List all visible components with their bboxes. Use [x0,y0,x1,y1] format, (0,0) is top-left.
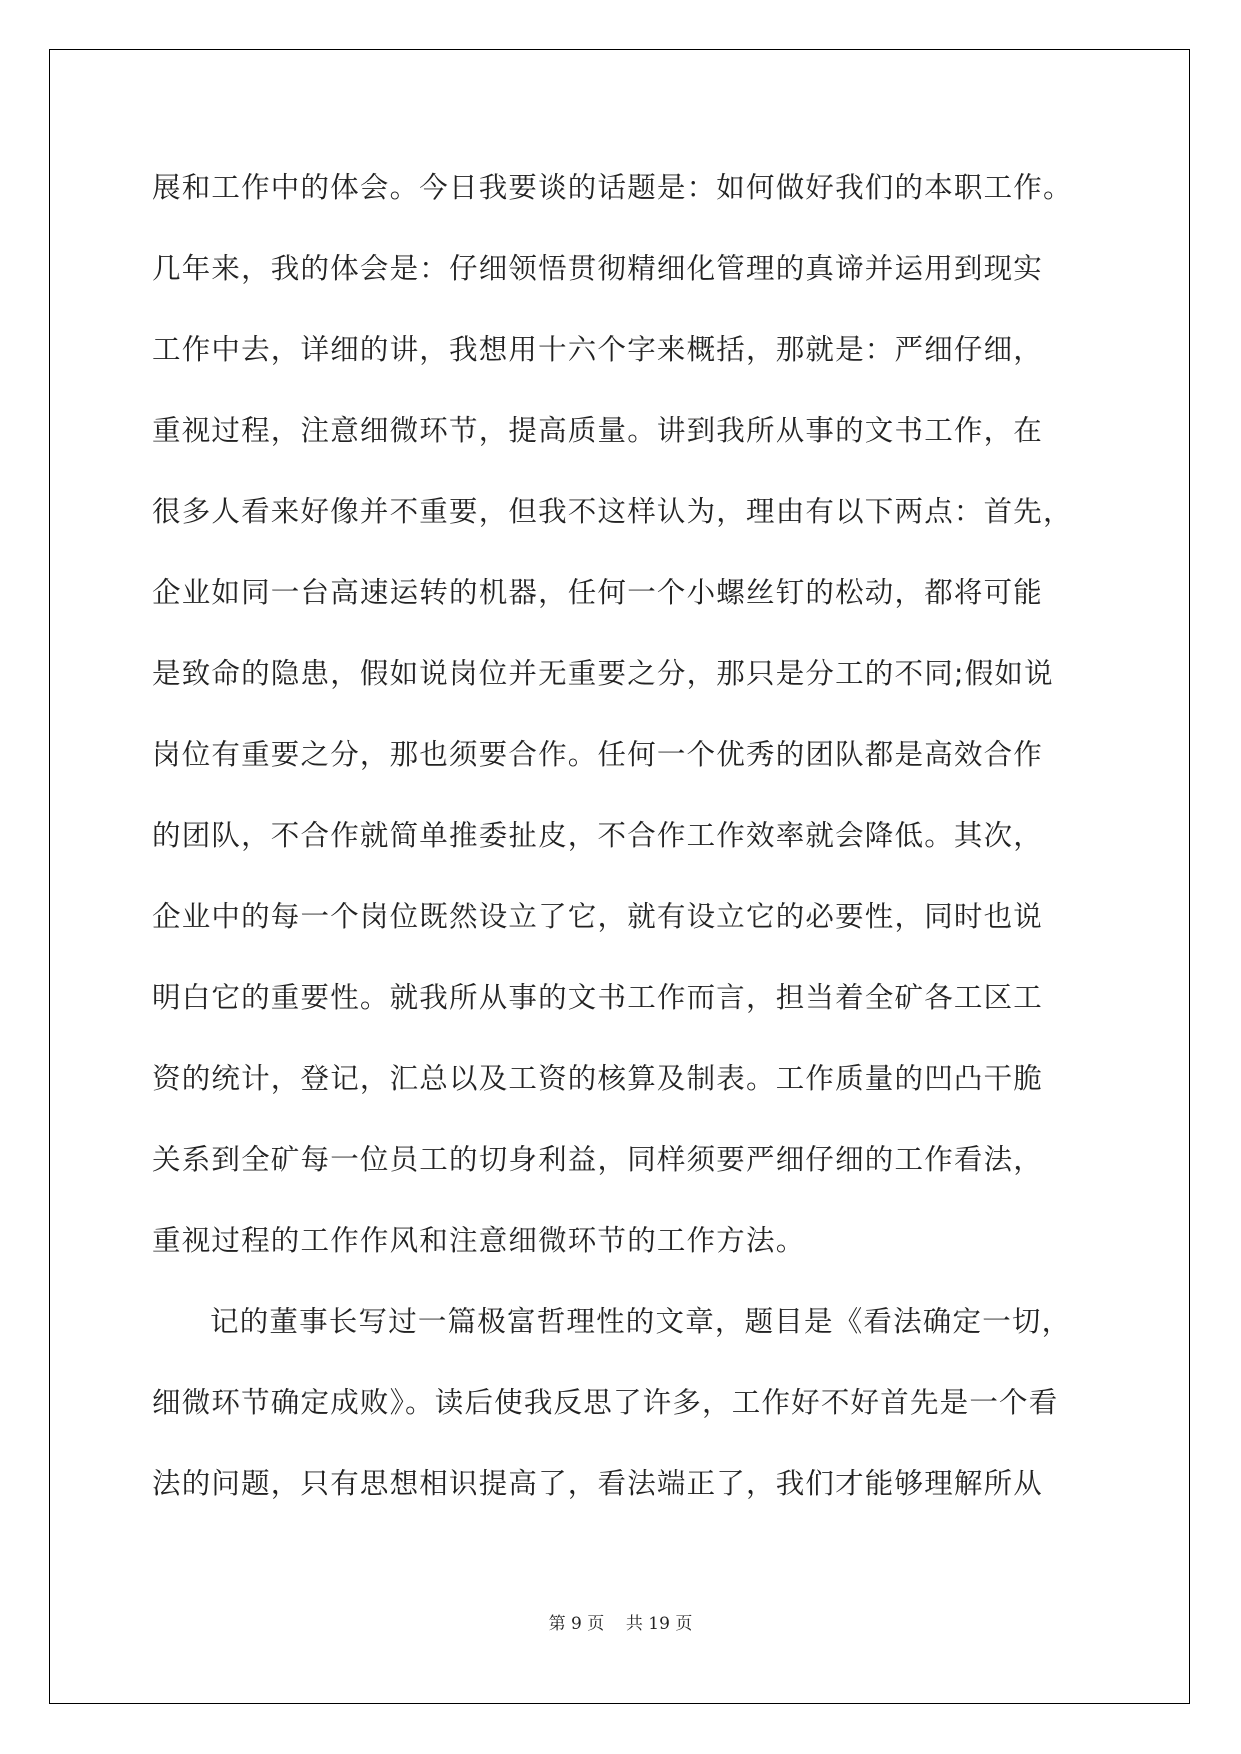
document-body [152,158,1092,1535]
text-line: 的团队，不合作就简单推委扯皮，不合作工作效率就会降低。其次， [152,819,1044,852]
text-line: 企业中的每一个岗位既然设立了它，就有设立它的必要性，同时也说 [152,900,1044,933]
page-footer [0,1609,1241,1634]
page-number: 第 9 页 [548,1614,605,1634]
text-line: 重视过程，注意细微环节，提高质量。讲到我所从事的文书工作，在 [152,414,1044,447]
text-line: 展和工作中的体会。今日我要谈的话题是：如何做好我们的本职工作。 [152,171,1073,204]
text-line: 工作中去，详细的讲，我想用十六个字来概括，那就是：严细仔细， [152,333,1044,366]
paragraph-start-line: 记的董事长写过一篇极富哲理性的文章，题目是《看法确定一切， [210,1305,1072,1338]
text-line: 细微环节确定成败》。读后使我反思了许多，工作好不好首先是一个看 [152,1386,1059,1419]
text-line: 关系到全矿每一位员工的切身利益，同样须要严细仔细的工作看法， [152,1143,1044,1176]
text-line: 法的问题，只有思想相识提高了，看法端正了，我们才能够理解所从 [152,1467,1044,1500]
text-line: 重视过程的工作作风和注意细微环节的工作方法。 [152,1224,806,1257]
page-total: 共 19 页 [625,1614,693,1634]
text-line: 几年来，我的体会是：仔细领悟贯彻精细化管理的真谛并运用到现实 [152,252,1044,285]
text-line: 很多人看来好像并不重要，但我不这样认为，理由有以下两点：首先， [152,495,1073,528]
text-line: 是致命的隐患，假如说岗位并无重要之分，那只是分工的不同;假如说 [152,657,1054,690]
text-line: 企业如同一台高速运转的机器，任何一个小螺丝钉的松动，都将可能 [152,576,1044,609]
text-line: 资的统计，登记，汇总以及工资的核算及制表。工作质量的凹凸干脆 [152,1062,1044,1095]
text-line: 岗位有重要之分，那也须要合作。任何一个优秀的团队都是高效合作 [152,738,1044,771]
text-line: 明白它的重要性。就我所从事的文书工作而言，担当着全矿各工区工 [152,981,1044,1014]
